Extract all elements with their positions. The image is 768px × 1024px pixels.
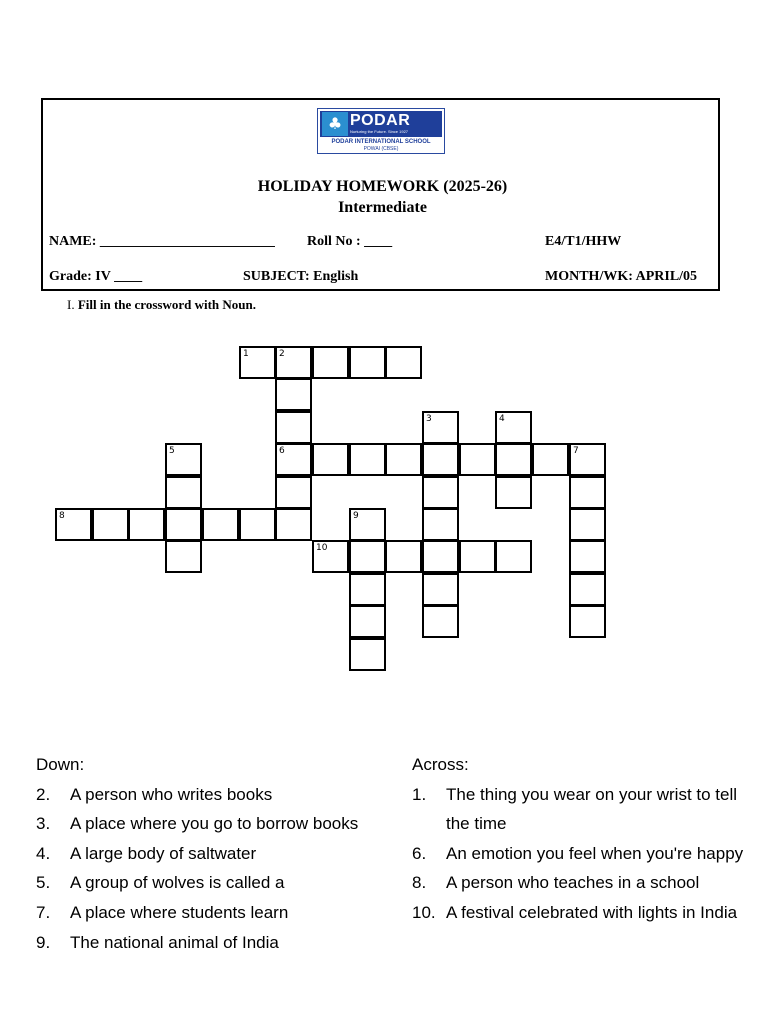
crossword-cell[interactable] — [569, 508, 606, 541]
crossword-cell[interactable] — [385, 346, 422, 379]
clue-down-9 — [36, 928, 396, 958]
crossword-cell[interactable] — [422, 508, 459, 541]
crossword-cell[interactable] — [92, 508, 129, 541]
instruction-text: Fill in the crossword with Noun. — [77, 297, 257, 312]
crossword-cell[interactable] — [275, 476, 312, 509]
clue-number-label: 10 — [316, 543, 328, 553]
school-logo — [317, 108, 445, 154]
crossword-cell[interactable] — [349, 638, 386, 671]
crossword-cell[interactable] — [532, 443, 569, 476]
clue-number: 3. — [36, 814, 51, 834]
crossword-cell[interactable] — [495, 476, 532, 509]
header-box — [41, 98, 720, 291]
clue-number-label: 9 — [353, 511, 359, 521]
crossword-cell[interactable] — [239, 508, 276, 541]
clue-down-2 — [36, 780, 396, 810]
clue-number-label: 1 — [243, 349, 249, 359]
clue-number-label: 3 — [426, 414, 432, 424]
clue-number-label: 7 — [573, 446, 579, 456]
crossword-cell[interactable] — [165, 540, 202, 573]
clue-text: The thing you wear on your wrist to tell the time — [446, 784, 738, 834]
down-clues — [36, 750, 396, 957]
crossword-cell[interactable] — [349, 540, 386, 573]
crossword-cell[interactable] — [349, 508, 386, 541]
crossword-cell[interactable] — [385, 540, 422, 573]
crossword-cell[interactable] — [275, 411, 312, 444]
clue-text: The national animal of India — [70, 932, 279, 952]
clue-text: A person who writes books — [70, 784, 273, 804]
crossword-cell[interactable] — [312, 346, 349, 379]
clue-down-3 — [36, 809, 396, 839]
grade-field[interactable]: Grade: IV ____ — [49, 269, 143, 284]
clue-number-label: 5 — [169, 446, 175, 456]
homework-level: Intermediate — [338, 199, 427, 216]
clue-number: 1. — [412, 784, 427, 804]
crossword-cell[interactable] — [422, 540, 459, 573]
clue-text: A place where students learn — [70, 902, 289, 922]
homework-title: HOLIDAY HOMEWORK (2025-26) — [257, 178, 508, 195]
crossword-cell[interactable] — [569, 605, 606, 638]
clue-text: An emotion you feel when you're happy — [446, 843, 744, 863]
clue-number: 6. — [412, 843, 427, 863]
instruction-number: I. — [67, 297, 75, 312]
crossword-cell[interactable] — [275, 346, 312, 379]
crossword-cell[interactable] — [275, 443, 312, 476]
clue-number-label: 6 — [279, 446, 285, 456]
down-heading: Down: — [36, 755, 85, 774]
crossword-cell[interactable] — [422, 573, 459, 606]
crossword-cell[interactable] — [165, 443, 202, 476]
crossword-cell[interactable] — [349, 605, 386, 638]
crossword-cell[interactable] — [128, 508, 165, 541]
clue-number: 7. — [36, 902, 51, 922]
name-field[interactable]: NAME: _________________________ — [49, 234, 275, 249]
clue-number: 10. — [412, 902, 436, 922]
crossword-cell[interactable] — [459, 540, 496, 573]
crossword-cell[interactable] — [495, 540, 532, 573]
crossword-cell[interactable] — [495, 411, 532, 444]
tree-icon: ♣ — [322, 112, 348, 136]
crossword-cell[interactable] — [495, 443, 532, 476]
crossword-cell[interactable] — [275, 508, 312, 541]
crossword-cell[interactable] — [349, 573, 386, 606]
crossword-cell[interactable] — [459, 443, 496, 476]
clue-text: A large body of saltwater — [70, 843, 257, 863]
crossword-cell[interactable] — [569, 443, 606, 476]
crossword-cell[interactable] — [569, 540, 606, 573]
crossword-cell[interactable] — [55, 508, 92, 541]
crossword-cell[interactable] — [312, 443, 349, 476]
month-week-label: MONTH/WK: APRIL/05 — [545, 269, 698, 284]
crossword-cell[interactable] — [165, 476, 202, 509]
worksheet-code: E4/T1/HHW — [545, 234, 622, 249]
clue-text: A group of wolves is called a — [70, 873, 285, 893]
crossword-cell[interactable] — [202, 508, 239, 541]
crossword-cell[interactable] — [275, 378, 312, 411]
clue-number: 9. — [36, 932, 51, 952]
logo-school-name: PODAR INTERNATIONAL SCHOOL — [331, 139, 431, 145]
clue-number-label: 2 — [279, 349, 285, 359]
logo-banner — [320, 111, 442, 137]
clue-down-7 — [36, 898, 396, 928]
clue-number: 5. — [36, 873, 51, 893]
instruction — [67, 297, 256, 313]
across-clues — [412, 750, 752, 928]
clue-across-6 — [412, 839, 752, 869]
crossword-cell[interactable] — [569, 476, 606, 509]
crossword-cell[interactable] — [422, 605, 459, 638]
clue-across-1 — [412, 780, 752, 839]
clue-number: 4. — [36, 843, 51, 863]
clue-across-10 — [412, 898, 752, 928]
crossword-cell[interactable] — [165, 508, 202, 541]
clue-down-4 — [36, 839, 396, 869]
crossword-cell[interactable] — [349, 346, 386, 379]
crossword-cell[interactable] — [422, 411, 459, 444]
logo-tagline: Nurturing the Future. Since 1927 — [350, 129, 409, 134]
crossword-cell[interactable] — [569, 573, 606, 606]
crossword-cell[interactable] — [385, 443, 422, 476]
logo-branch: POWAI (CBSE) — [363, 146, 399, 152]
crossword-cell[interactable] — [312, 540, 349, 573]
clue-text: A person who teaches in a school — [446, 873, 700, 893]
clue-text: A place where you go to borrow books — [70, 814, 359, 834]
subject-label: SUBJECT: English — [243, 269, 359, 284]
crossword-cell[interactable] — [422, 476, 459, 509]
clue-number-label: 8 — [59, 511, 65, 521]
clue-text: A festival celebrated with lights in India — [446, 902, 738, 922]
logo-brand: PODAR — [350, 112, 411, 129]
crossword-cell[interactable] — [422, 443, 459, 476]
across-heading: Across: — [412, 755, 469, 774]
clue-down-5 — [36, 868, 396, 898]
clue-number: 2. — [36, 784, 51, 804]
clue-number: 8. — [412, 873, 427, 893]
roll-number-field[interactable]: Roll No : ____ — [307, 234, 393, 249]
clue-across-8 — [412, 868, 752, 898]
clue-number-label: 4 — [499, 414, 505, 424]
crossword-cell[interactable] — [239, 346, 276, 379]
crossword-cell[interactable] — [349, 443, 386, 476]
